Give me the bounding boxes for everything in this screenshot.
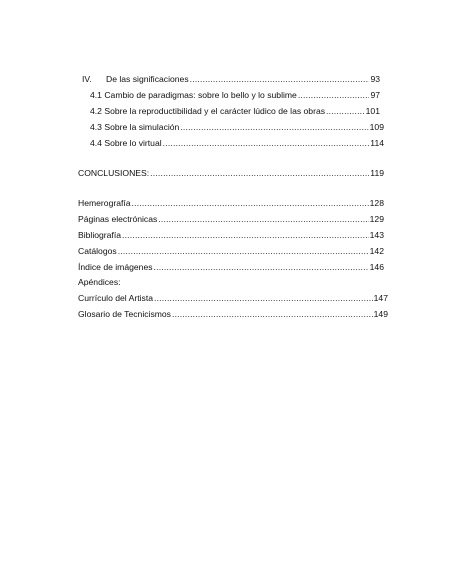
dot-leader bbox=[122, 230, 369, 241]
toc-entry-glosario bbox=[78, 309, 388, 320]
page-number: 147 bbox=[373, 293, 388, 303]
dot-leader bbox=[180, 122, 368, 133]
page-number: 109 bbox=[369, 122, 384, 132]
entry-label: Páginas electrónicas bbox=[78, 214, 158, 224]
dot-leader bbox=[132, 198, 369, 209]
toc-entry-indice-imagenes bbox=[78, 262, 384, 273]
chapter-numeral: IV. bbox=[82, 74, 92, 84]
apendices-heading: Apéndices: bbox=[78, 277, 121, 287]
entry-label: Currículo del Artista bbox=[78, 293, 153, 303]
section-label: 4.3 Sobre la simulación bbox=[90, 122, 180, 132]
dot-leader bbox=[158, 214, 368, 225]
dot-leader bbox=[298, 90, 370, 101]
page-number: 146 bbox=[369, 262, 384, 272]
page-number: 129 bbox=[369, 214, 384, 224]
toc-entry-paginas-electronicas bbox=[78, 214, 384, 225]
toc-entry-chapter-iv bbox=[82, 74, 380, 85]
page-number: 93 bbox=[370, 74, 380, 84]
page-number: 143 bbox=[369, 230, 384, 240]
section-label: 4.1 Cambio de paradigmas: sobre lo bello y lo sublime bbox=[90, 90, 297, 100]
entry-label: Glosario de Tecnicismos bbox=[78, 309, 171, 319]
dot-leader bbox=[150, 168, 369, 179]
section-label: 4.4 Sobre lo virtual bbox=[90, 138, 162, 148]
toc-entry-bibliografia bbox=[78, 230, 384, 241]
dot-leader bbox=[163, 138, 370, 149]
dot-leader bbox=[326, 106, 365, 117]
entry-label: Bibliografía bbox=[78, 230, 121, 240]
dot-leader bbox=[118, 246, 369, 257]
toc-entry-section-4-2 bbox=[90, 106, 380, 117]
entry-label: CONCLUSIONES: bbox=[78, 168, 150, 178]
chapter-title: De las significaciones bbox=[106, 74, 189, 84]
dot-leader bbox=[154, 293, 373, 304]
dot-leader bbox=[190, 74, 370, 85]
section-label: 4.2 Sobre la reproductibilidad y el carácter lúdico de las obras bbox=[90, 106, 326, 116]
toc-entry-curriculo bbox=[78, 293, 388, 304]
entry-label: Hemerografía bbox=[78, 198, 131, 208]
entry-label: Catálogos bbox=[78, 246, 117, 256]
page-number: 114 bbox=[370, 138, 384, 148]
toc-entry-section-4-1 bbox=[90, 90, 380, 101]
page-number: 142 bbox=[369, 246, 384, 256]
toc-entry-section-4-3 bbox=[90, 122, 384, 133]
page-number: 119 bbox=[370, 168, 384, 178]
toc-entry-catalogos bbox=[78, 246, 384, 257]
entry-label: Índice de imágenes bbox=[78, 262, 153, 272]
dot-leader bbox=[154, 262, 369, 273]
dot-leader bbox=[172, 309, 373, 320]
toc-entry-section-4-4 bbox=[90, 138, 384, 149]
page-number: 149 bbox=[373, 309, 388, 319]
toc-entry-hemerografia bbox=[78, 198, 384, 209]
page-number: 128 bbox=[369, 198, 384, 208]
toc-entry-conclusiones bbox=[78, 168, 384, 179]
page-number: 101 bbox=[365, 106, 380, 116]
page-number: 97 bbox=[370, 90, 380, 100]
